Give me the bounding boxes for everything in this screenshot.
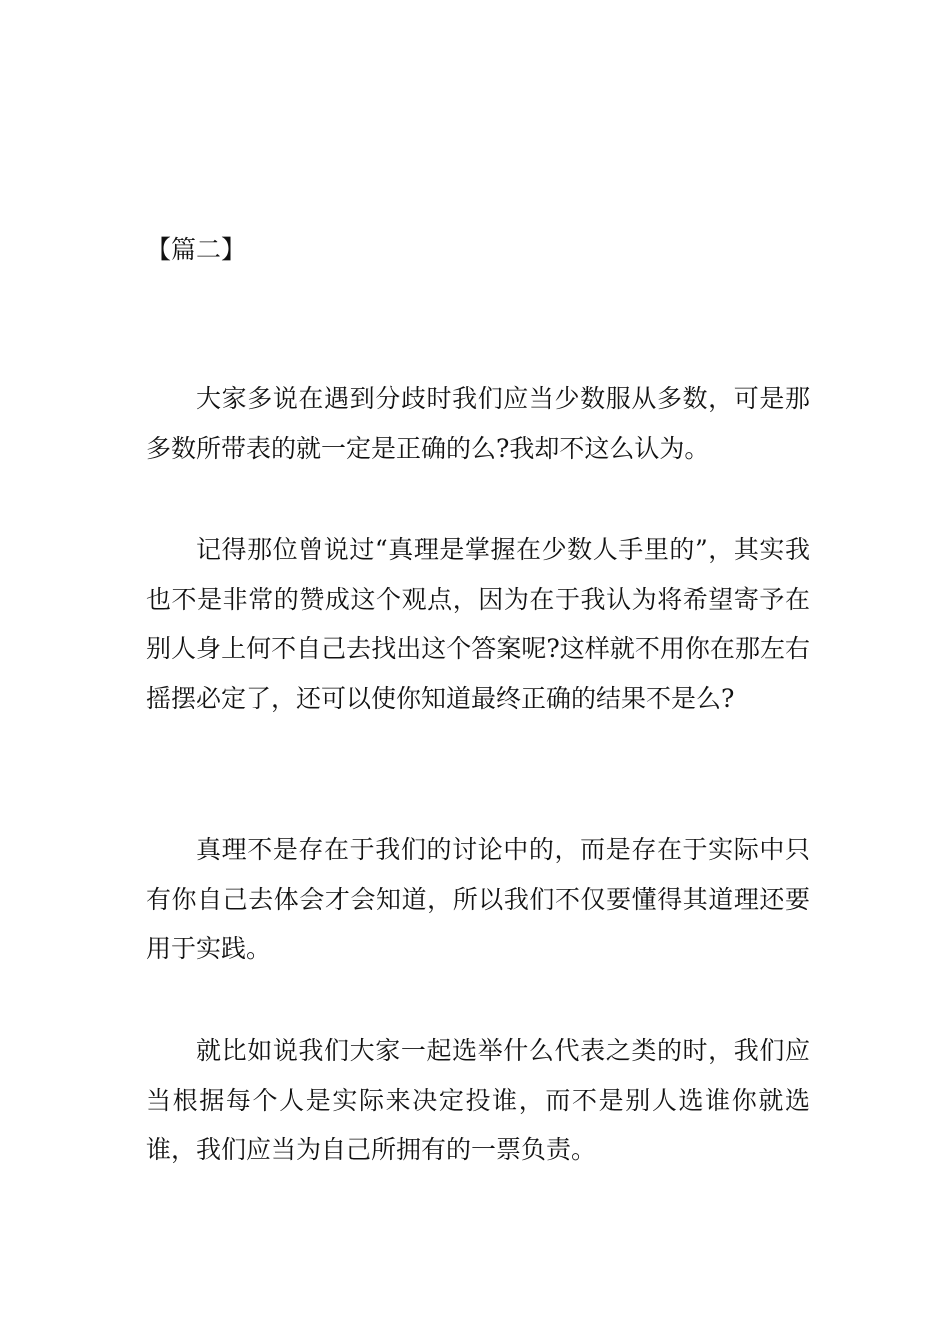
paragraph-4: 就比如说我们大家一起选举什么代表之类的时，我们应当根据每个人是实际来决定投谁，而不是别人选谁你就选谁，我们应当为自己所拥有的一票负责。 xyxy=(146,1036,810,1164)
paragraph-2: 记得那位曾说过“真理是掌握在少数人手里的”，其实我也不是非常的赞成这个观点，因为在于我认为将希望寄予在别人身上何不自己去找出这个答案呢?这样就不用你在那左右摇摆必定了，还可以使你知道最终正确的结果不是么? xyxy=(146,535,810,713)
section-title: 【篇二】 xyxy=(146,235,247,264)
paragraph-3: 真理不是存在于我们的讨论中的，而是存在于实际中只有你自己去体会才会知道，所以我们不仅要懂得其道理还要用于实践。 xyxy=(146,835,810,963)
paragraph-1: 大家多说在遇到分歧时我们应当少数服从多数，可是那多数所带表的就一定是正确的么?我却不这么认为。 xyxy=(146,384,810,463)
